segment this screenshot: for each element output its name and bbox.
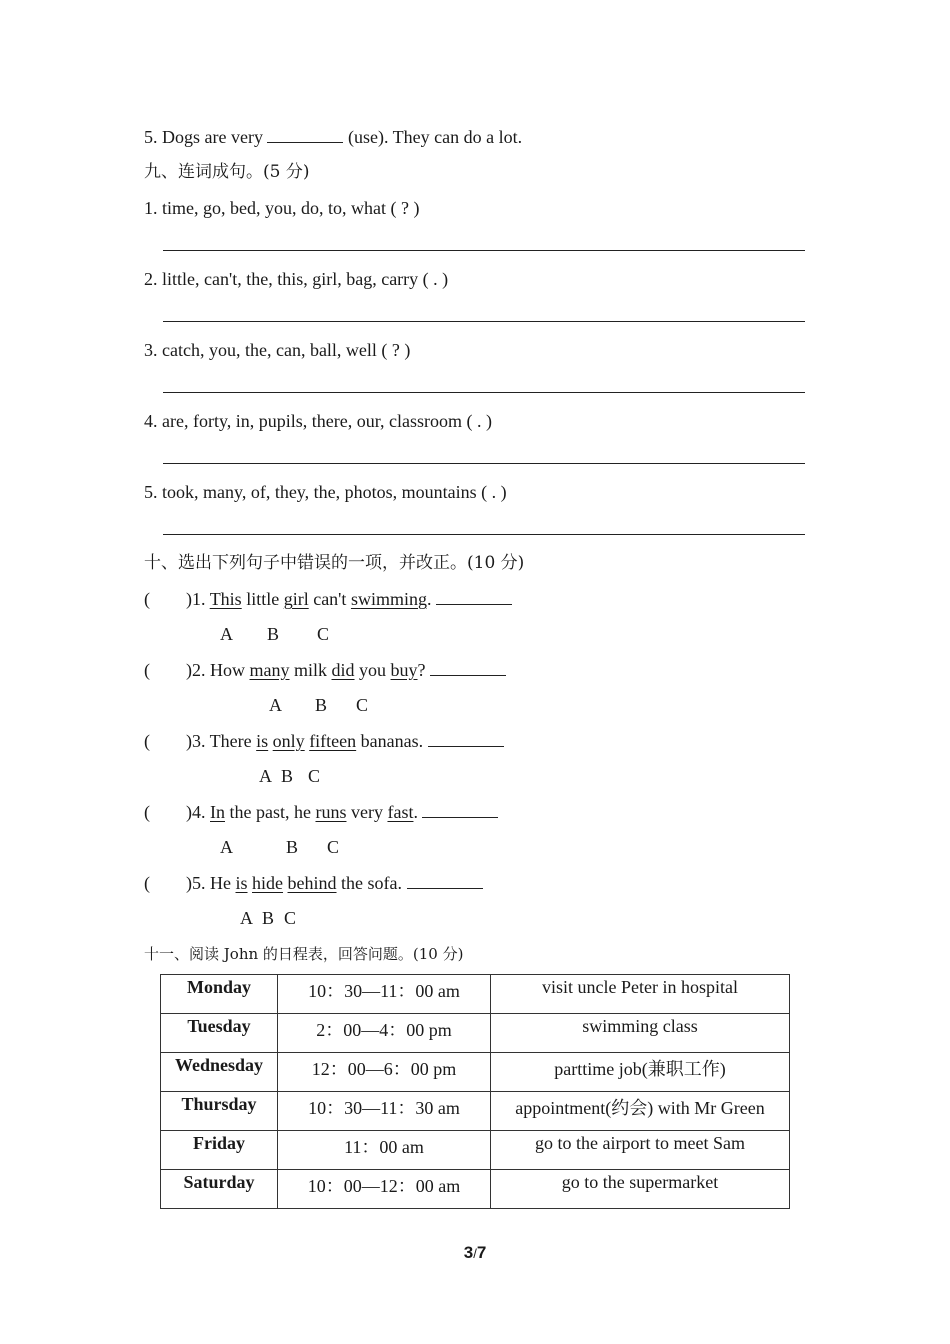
option-b: runs [315,802,347,822]
day-cell: Tuesday [161,1014,278,1053]
correction-blank[interactable] [430,659,506,676]
option-a: many [249,660,290,680]
letter-c: C [317,624,330,644]
section-10-title: 十、选出下列句子中错误的一项，并改正。(10 分) [144,553,525,573]
text: (use). They can do a lot. [343,127,523,147]
answer-line-4[interactable] [163,463,805,464]
error-question-1 [144,588,512,610]
option-c: buy [390,660,418,680]
question-5-dogs [144,126,522,148]
event-cell: appointment(约会) with Mr Green [491,1092,790,1131]
correction-blank[interactable] [407,872,483,889]
error-question-5 [144,872,483,894]
day-cell: Saturday [161,1170,278,1209]
letter-c: C [327,837,340,857]
reorder-item-3: 3. catch, you, the, can, ball, well ( ? ) [144,340,411,360]
text: the past, he [225,802,316,822]
text: can't [308,589,351,609]
page-number [0,1243,950,1263]
text: the sofa. [336,873,407,893]
event-cell: visit uncle Peter in hospital [491,975,790,1014]
letter-c: C [356,695,369,715]
text: milk [289,660,332,680]
answer-paren[interactable]: ( ) [144,731,192,751]
option-c: behind [287,873,337,893]
option-a: This [209,589,242,609]
letter-a: A [220,624,233,644]
reorder-item-5: 5. took, many, of, they, the, photos, mountains ( . ) [144,482,507,502]
question-number: 5. He [192,873,236,893]
text: you [354,660,391,680]
letter-b: B [286,837,299,857]
time-cell: 2：00—4：00 pm [278,1014,491,1053]
table-row [161,975,790,1014]
table-row [161,1014,790,1053]
text: bananas. [356,731,428,751]
option-c: fifteen [309,731,357,751]
page-separator: / [473,1246,477,1261]
table-row [161,1053,790,1092]
correction-blank[interactable] [428,730,504,747]
option-b: girl [283,589,309,609]
event-cell: go to the supermarket [491,1170,790,1209]
reorder-item-4: 4. are, forty, in, pupils, there, our, classroom ( . ) [144,411,493,431]
text: ? [417,660,431,680]
option-c: fast [387,802,414,822]
option-a: In [210,802,225,822]
day-cell: Friday [161,1131,278,1170]
answer-line-3[interactable] [163,392,805,393]
text: little [241,589,284,609]
question-number: 1. [192,589,210,609]
answer-line-5[interactable] [163,534,805,535]
error-question-3 [144,730,504,752]
option-a: is [256,731,269,751]
time-cell: 10：00—12：00 am [278,1170,491,1209]
day-cell: Monday [161,975,278,1014]
correction-blank[interactable] [436,588,512,605]
text: very [346,802,388,822]
option-c: swimming [350,589,427,609]
reorder-item-2: 2. little, can't, the, this, girl, bag, carry ( . ) [144,269,449,289]
question-number: 2. How [192,660,250,680]
correction-blank[interactable] [422,801,498,818]
letter-c: C [308,766,321,786]
time-cell: 10：30—11：30 am [278,1092,491,1131]
option-b: hide [252,873,284,893]
letter-a: A [240,908,253,928]
section-11-title: 十一、阅读 John 的日程表，回答问题。(10 分) [144,945,464,963]
event-cell: parttime job(兼职工作) [491,1053,790,1092]
time-cell: 10：30—11：00 am [278,975,491,1014]
time-cell: 11：00 am [278,1131,491,1170]
table-row [161,1131,790,1170]
answer-paren[interactable]: ( ) [144,589,192,609]
schedule-table [160,974,790,1209]
letter-b: B [267,624,280,644]
option-b: did [331,660,355,680]
option-b: only [272,731,305,751]
letter-a: A [269,695,282,715]
letter-a: A [259,766,272,786]
letter-b: B [281,766,294,786]
table-row [161,1092,790,1131]
day-cell: Wednesday [161,1053,278,1092]
question-number: 4. [192,802,210,822]
event-cell: go to the airport to meet Sam [491,1131,790,1170]
letter-b: B [262,908,275,928]
error-question-2 [144,659,506,681]
time-cell: 12：00—6：00 pm [278,1053,491,1092]
table-row [161,1170,790,1209]
letter-c: C [284,908,297,928]
reorder-item-1: 1. time, go, bed, you, do, to, what ( ? ) [144,198,420,218]
answer-paren[interactable]: ( ) [144,873,192,893]
answer-line-1[interactable] [163,250,805,251]
total-pages: 7 [476,1243,487,1262]
text: 5. Dogs are very [144,127,268,147]
text: . [426,589,436,609]
answer-line-2[interactable] [163,321,805,322]
answer-paren[interactable]: ( ) [144,660,192,680]
event-cell: swimming class [491,1014,790,1053]
current-page: 3 [463,1243,474,1262]
answer-paren[interactable]: ( ) [144,802,192,822]
day-cell: Thursday [161,1092,278,1131]
error-question-4 [144,801,498,823]
answer-blank[interactable] [267,126,343,143]
letter-b: B [315,695,328,715]
section-9-title: 九、连词成句。(5 分) [144,162,310,182]
question-number: 3. There [192,731,257,751]
option-a: is [235,873,248,893]
text: . [413,802,423,822]
letter-a: A [220,837,233,857]
